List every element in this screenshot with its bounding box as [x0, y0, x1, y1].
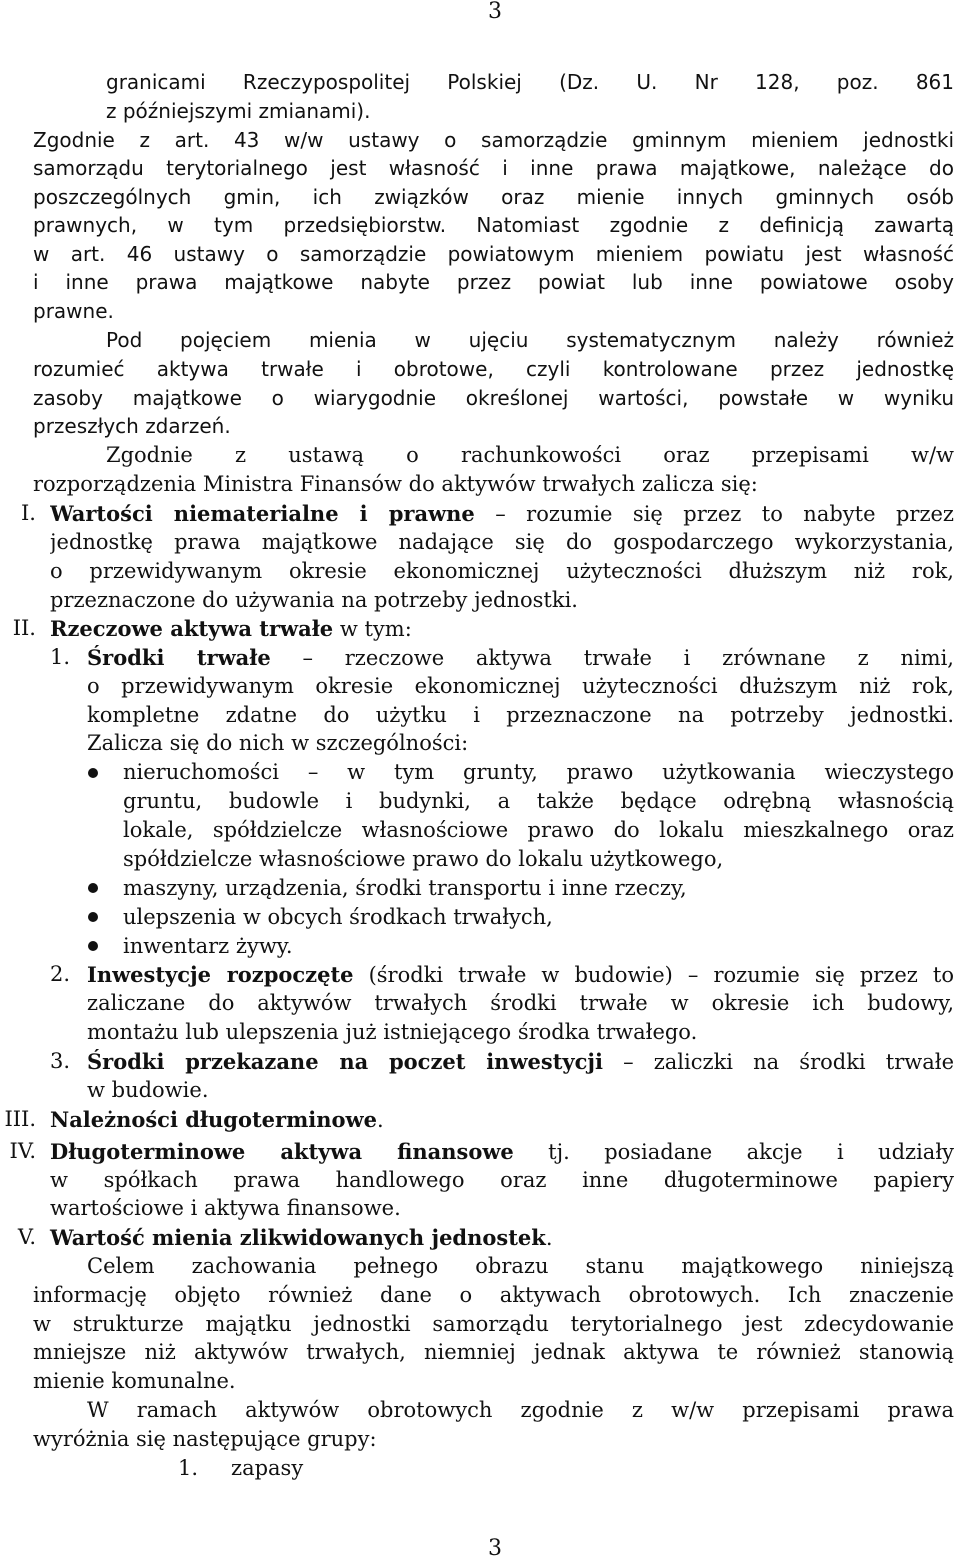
bullet-icon	[88, 768, 98, 778]
page-number-bottom: 3	[488, 1536, 502, 1561]
text-line: lokale, spółdzielcze własnościowe prawo do lokalu mieszkalnego oraz	[123, 818, 954, 842]
text-line: mienie komunalne.	[33, 1369, 236, 1393]
section-heading-line	[50, 499, 954, 528]
text-line: montażu lub ulepszenia już istniejącego środka trwałego.	[87, 1020, 698, 1044]
item-number: 2.	[50, 962, 71, 986]
item-heading-line	[87, 960, 954, 989]
text-line: maszyny, urządzenia, środki transportu i inne rzeczy,	[123, 876, 687, 900]
text-line: nieruchomości – w tym grunty, prawo użytkowania wieczystego	[123, 760, 954, 784]
section-number: III.	[4, 1107, 36, 1131]
text-line: kompletne zdatne do użytku i przeznaczone na potrzeby jednostki.	[87, 703, 954, 727]
section-heading-line	[50, 1223, 553, 1252]
text-line: Zgodnie z ustawą o rachunkowości oraz przepisami w/w	[106, 443, 954, 467]
text-line: przeszłych zdarzeń.	[33, 414, 231, 438]
bullet-icon	[88, 883, 98, 893]
bullet-icon	[88, 912, 98, 922]
text-line: zaliczane do aktywów trwałych środki trwałe w okresie ich budowy,	[87, 991, 954, 1015]
text-line: Celem zachowania pełnego obrazu stanu majątkowego niniejszą	[87, 1254, 954, 1278]
text-line: i inne prawa majątkowe nabyte przez powiat lub inne powiatowe osoby	[33, 270, 954, 294]
page-number-top: 3	[488, 0, 502, 24]
item-title: Środki trwałe	[87, 645, 271, 670]
section-text: .	[545, 1226, 553, 1250]
section-title: Długoterminowe aktywa finansowe	[50, 1139, 514, 1164]
text-line: Pod pojęciem mienia w ujęciu systematycznym należy również	[106, 328, 954, 352]
item-number: 1.	[178, 1456, 199, 1480]
section-title: Wartości niematerialne i prawne	[50, 501, 475, 526]
section-number: V.	[17, 1225, 36, 1249]
item-text: – rzeczowe aktywa trwałe i zrównane z nimi,	[270, 646, 954, 670]
text-line: poszczególnych gmin, ich związków oraz mienie innych gminnych osób	[33, 185, 954, 209]
section-title: Wartość mienia zlikwidowanych jednostek	[50, 1225, 546, 1250]
section-heading-line	[50, 1105, 384, 1134]
text-line: samorządu terytorialnego jest własność i inne prawa majątkowe, należące do	[33, 156, 954, 180]
text-line: gruntu, budowle i budynki, a także będące odrębną własnością	[123, 789, 954, 813]
list-item: zapasy	[231, 1456, 304, 1480]
text-line: o przewidywanym okresie ekonomicznej użyteczności dłuższym niż rok,	[50, 559, 954, 583]
section-text: w tym:	[333, 617, 412, 641]
bullet-icon	[88, 941, 98, 951]
text-line: rozporządzenia Ministra Finansów do aktywów trwałych zalicza się:	[33, 472, 758, 496]
section-number: I.	[21, 501, 36, 525]
section-number: IV.	[9, 1139, 36, 1163]
text-line: jednostkę prawa majątkowe nadające się do gospodarczego wykorzystania,	[50, 530, 954, 554]
item-title: Inwestycje rozpoczęte	[87, 962, 354, 987]
text-line: o przewidywanym okresie ekonomicznej użyteczności dłuższym niż rok,	[87, 674, 954, 698]
text-line: w spółkach prawa handlowego oraz inne długoterminowe papiery	[50, 1168, 954, 1192]
section-text: .	[377, 1108, 384, 1132]
text-line: Zalicza się do nich w szczególności:	[87, 731, 469, 755]
section-heading-line	[50, 1137, 954, 1166]
text-line: prawne.	[33, 299, 114, 323]
section-heading-line	[50, 614, 412, 643]
text-line: spółdzielcze własnościowe prawo do lokalu użytkowego,	[123, 847, 724, 871]
text-line: w art. 46 ustawy o samorządzie powiatowym mieniem powiatu jest własność	[33, 242, 954, 266]
text-line: przeznaczone do używania na potrzeby jednostki.	[50, 588, 578, 612]
section-text: – rozumie się przez to nabyte przez	[474, 502, 954, 526]
text-line: z późniejszymi zmianami).	[106, 99, 371, 123]
item-number: 3.	[50, 1049, 71, 1073]
text-line: w strukturze majątku jednostki samorządu terytorialnego jest zdecydowanie	[33, 1312, 954, 1336]
text-line: wyróżnia się następujące grupy:	[33, 1427, 377, 1451]
text-line: informację objęto również dane o aktywach obrotowych. Ich znaczenie	[33, 1283, 954, 1307]
item-text: – zaliczki na środki trwałe	[602, 1050, 954, 1074]
section-number: II.	[12, 616, 36, 640]
text-line: zasoby majątkowe o wiarygodnie określonej wartości, powstałe w wyniku	[33, 386, 954, 410]
text-line: wartościowe i aktywa finansowe.	[50, 1196, 401, 1220]
item-title: Środki przekazane na poczet inwestycji	[87, 1049, 603, 1074]
item-text: (środki trwałe w budowie) – rozumie się przez to	[353, 963, 954, 987]
section-text: tj. posiadane akcje i udziały	[513, 1140, 954, 1164]
text-line: prawnych, w tym przedsiębiorstw. Natomiast zgodnie z definicją zawartą	[33, 213, 954, 237]
text-line: rozumieć aktywa trwałe i obrotowe, czyli kontrolowane przez jednostkę	[33, 357, 954, 381]
item-heading-line	[87, 1047, 954, 1076]
item-heading-line	[87, 643, 954, 672]
text-line: inwentarz żywy.	[123, 934, 293, 958]
text-line: mniejsze niż aktywów trwałych, niemniej jednak aktywa te również stanowią	[33, 1340, 954, 1364]
item-number: 1.	[50, 645, 71, 669]
section-title: Rzeczowe aktywa trwałe	[50, 616, 334, 641]
text-line: granicami Rzeczypospolitej Polskiej (Dz. U. Nr 128, poz. 861	[106, 70, 954, 94]
text-line: W ramach aktywów obrotowych zgodnie z w/w przepisami prawa	[87, 1398, 954, 1422]
text-line: Zgodnie z art. 43 w/w ustawy o samorządzie gminnym mieniem jednostki	[33, 128, 954, 152]
section-title: Należności długoterminowe	[50, 1107, 377, 1132]
text-line: w budowie.	[87, 1078, 209, 1102]
text-line: ulepszenia w obcych środkach trwałych,	[123, 905, 553, 929]
